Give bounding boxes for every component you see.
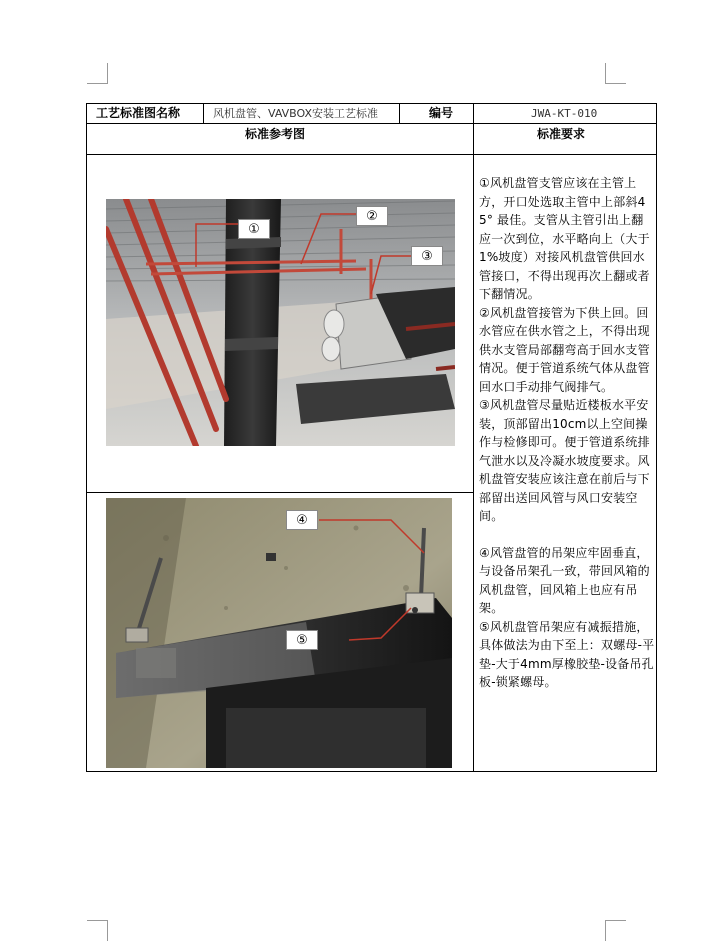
- spacer: [479, 526, 655, 544]
- callout-1: ①: [238, 219, 270, 239]
- col-divider: [399, 104, 400, 123]
- standard-table: [86, 103, 657, 772]
- number-label: 编号: [429, 106, 454, 120]
- callout-5: ⑤: [286, 630, 318, 650]
- callout-3: ③: [411, 246, 443, 266]
- callout-2: ②: [356, 206, 388, 226]
- row-divider: [87, 154, 656, 155]
- requirement-5: ⑤风机盘管吊架应有减振措施，具体做法为由下至上：双螺母-平垫-大于4mm厚橡胶垫-设备吊孔板-锁紧螺母。: [479, 619, 655, 689]
- col-divider: [203, 104, 204, 123]
- crop-mark-bottom-left: [87, 920, 108, 941]
- requirements-heading: 标准要求: [537, 127, 586, 141]
- photo-ceiling-fan-coil-piping: [106, 199, 455, 446]
- col-divider: [473, 104, 474, 771]
- number-value: JWA-KT-010: [531, 107, 598, 120]
- photo-hanger-bracket: [106, 498, 452, 768]
- requirements-text: [479, 174, 655, 692]
- crop-mark-top-right: [605, 63, 626, 84]
- requirement-1: ①风机盘管支管应该在主管上方，开口处选取主管中上部斜45° 最佳。支管从主管引出上翻应一次到位，水平略向上（大于1%坡度）对接风机盘管供回水管接口，不得出现再次上翻或者下翻情况。: [479, 176, 650, 301]
- requirement-4: ④风管盘管的吊架应牢固垂直，与设备吊架孔一致，带回风箱的风机盘管，回风箱上也应有吊架。: [479, 545, 650, 615]
- photo-hanger-bracket-image: [106, 498, 452, 768]
- crop-mark-bottom-right: [605, 920, 626, 941]
- callout-4: ④: [286, 510, 318, 530]
- reference-figure-heading: 标准参考图: [245, 127, 306, 141]
- requirement-2: ②风机盘管接管为下供上回。回水管应在供水管之上，不得出现供水支管局部翻弯高于回水支管情况。便于管道系统气体从盘管回水口手动排气阀排气。: [479, 305, 650, 394]
- photo-ceiling-fan-coil-piping-image: [106, 199, 455, 446]
- row-divider: [87, 492, 473, 493]
- row-divider: [87, 123, 656, 124]
- requirement-3: ③风机盘管尽量贴近楼板水平安装，顶部留出10cm以上空间操作与检修即可。便于管道系统排气泄水以及冷凝水坡度要求。风机盘管安装应该注意在前后与下部留出送回风管与风口安装空间。: [479, 398, 650, 523]
- name-value: 风机盘管、VAVBOX安装工艺标准: [213, 107, 379, 120]
- crop-mark-top-left: [87, 63, 108, 84]
- name-label: 工艺标准图名称: [96, 106, 181, 120]
